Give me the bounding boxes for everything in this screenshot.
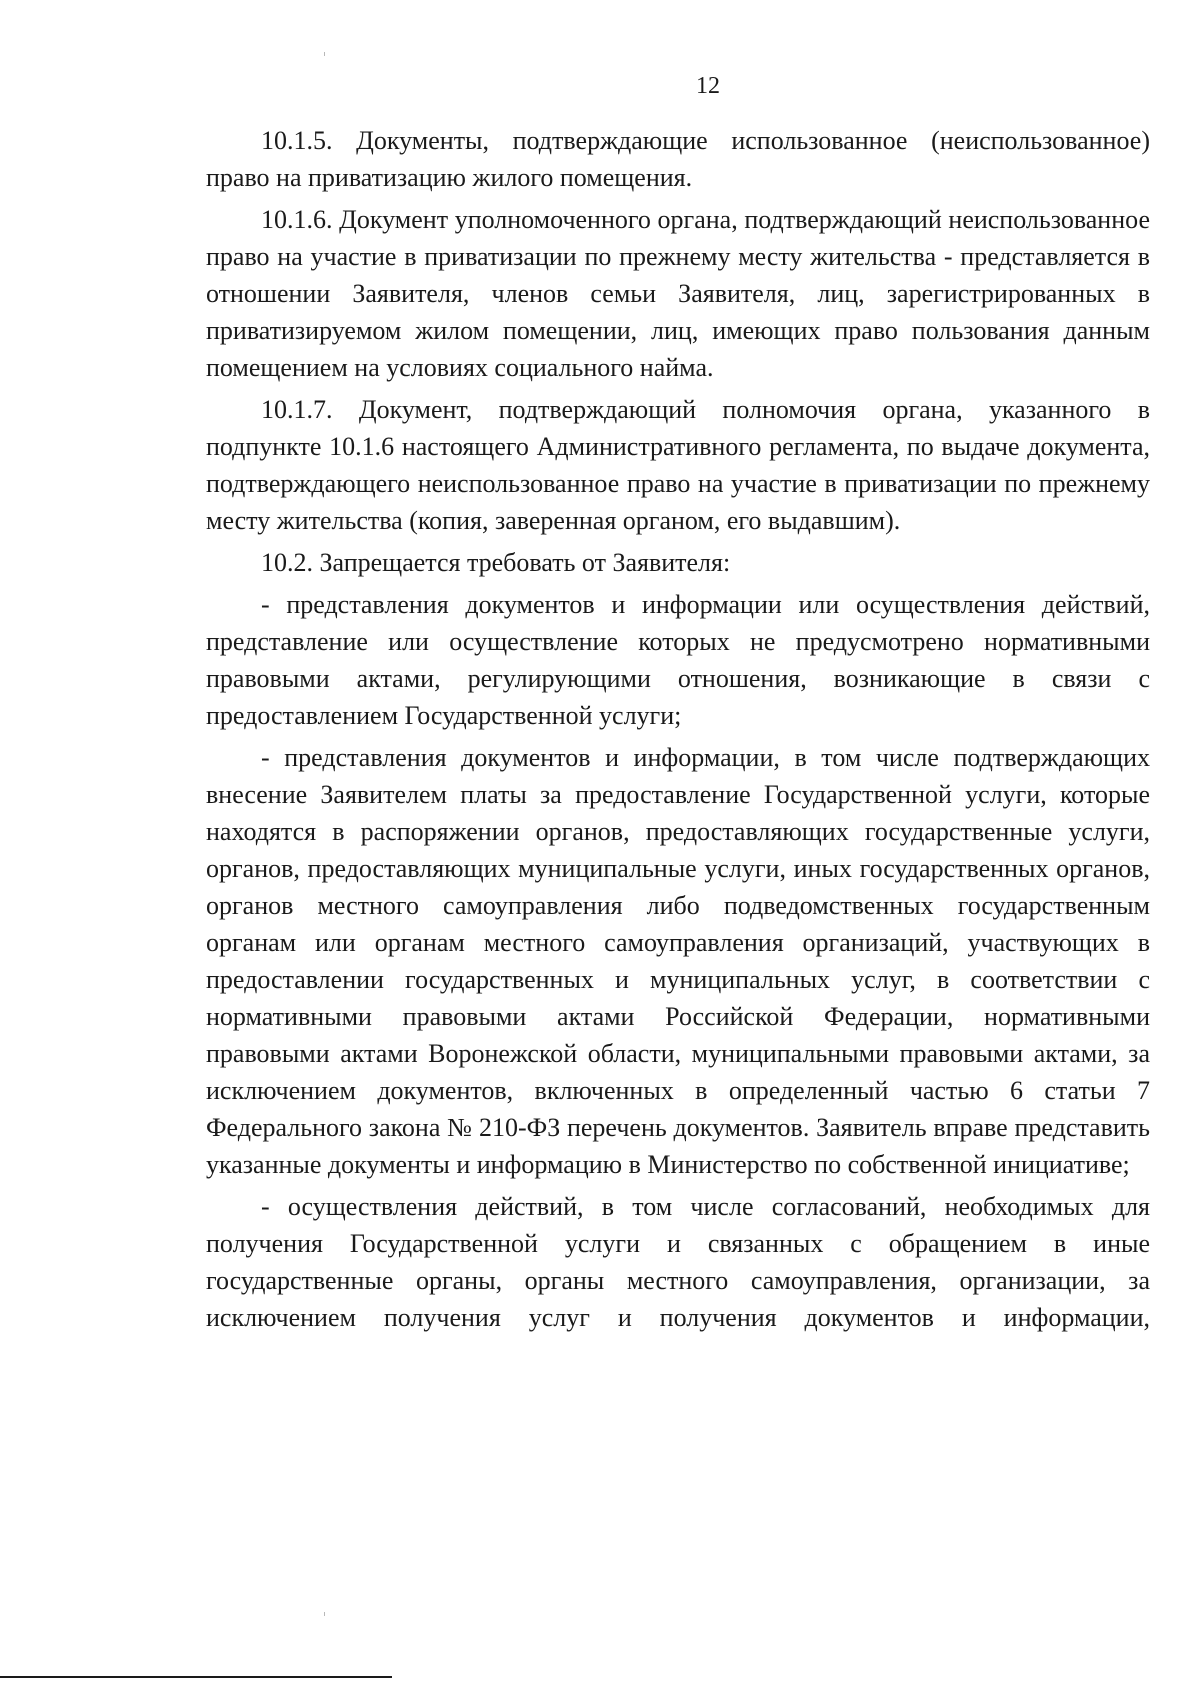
list-item: - представления документов и информации, в том числе подтверждающих внесение Заявителем платы за предоставление Государственной услуги, которые находятся в распоряжении органов, предоставляющих государственные услуги, органов, предоставляющих муниципальные услуги, иных государственных органов, органов местного самоуправления либо подведомственных государственным органам или органам местного самоуправления организаций, участвующих в предоставлении государственных и муниципальных услуг, в соответствии с нормативными правовыми актами Российской Федерации, нормативными правовыми актами Воронежской области, муниципальными правовыми актами, за исключением документов, включенных в определенный частью 6 статьи 7 Федерального закона № 210-ФЗ перечень документов. Заявитель вправе представить указанные документы и информацию в Министерство по собственной инициативе; [206, 743, 1150, 1179]
scan-mark [324, 1612, 325, 1616]
paragraph-10-1-5: 10.1.5. Документы, подтверждающие использованное (неиспользованное) право на приватизацию жилого помещения. [206, 126, 1150, 192]
page-number: 12 [696, 73, 720, 99]
document-body [206, 122, 1150, 1341]
paragraph-10-1-7: 10.1.7. Документ, подтверждающий полномочия органа, указанного в подпункте 10.1.6 настоящего Административного регламента, по выдаче документа, подтверждающего неиспользованное право на участие в приватизации по прежнему месту жительства (копия, заверенная органом, его выдавшим). [206, 395, 1150, 535]
footer-rule [0, 1676, 392, 1678]
list-item: - осуществления действий, в том числе согласований, необходимых для получения Государственной услуги и связанных с обращением в иные государственные органы, органы местного самоуправления, организации, за исключением получения услуг и получения документов и информации, [206, 1192, 1150, 1332]
list-item: - представления документов и информации или осуществления действий, представление или осуществление которых не предусмотрено нормативными правовыми актами, регулирующими отношения, возникающие в связи с предоставлением Государственной услуги; [206, 590, 1150, 730]
paragraph-10-1-6: 10.1.6. Документ уполномоченного органа, подтверждающий неиспользованное право на участие в приватизации по прежнему месту жительства - представляется в отношении Заявителя, членов семьи Заявителя, лиц, зарегистрированных в приватизируемом жилом помещении, лиц, имеющих право пользования данным помещением на условиях социального найма. [206, 205, 1150, 382]
scan-mark [324, 52, 325, 56]
paragraph-10-2: 10.2. Запрещается требовать от Заявителя: [261, 548, 731, 577]
